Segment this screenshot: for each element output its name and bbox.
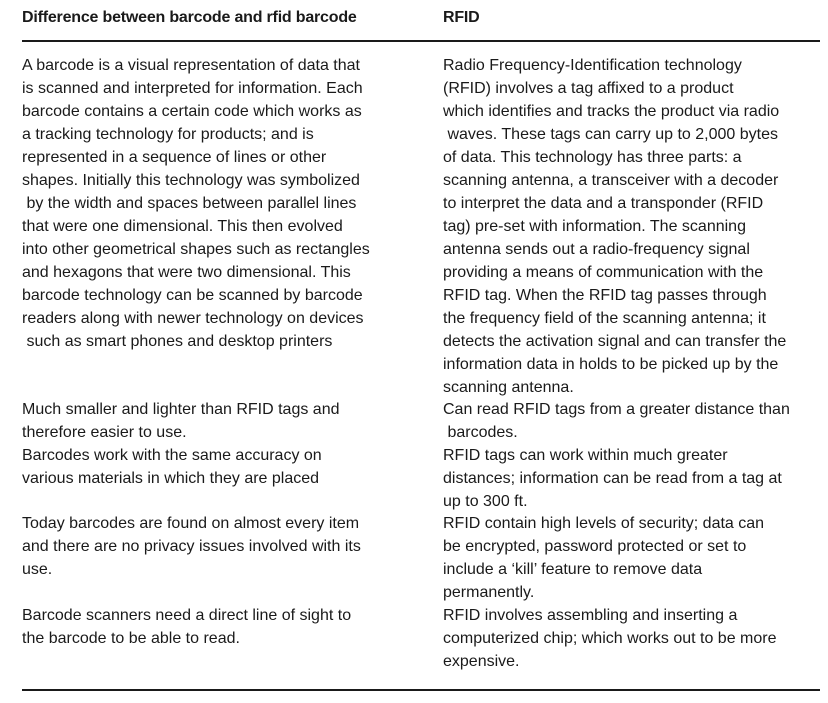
table-cell-rfid: RFID tags can work within much greater distances; information can be read from a tag at up to 300 ft. <box>443 447 782 510</box>
table-cell-barcode: Much smaller and lighter than RFID tags and therefore easier to use. <box>22 401 340 441</box>
footer-rule <box>22 689 820 691</box>
table-cell-barcode: Barcode scanners need a direct line of sight to the barcode to be able to read. <box>22 607 352 647</box>
table-cell-rfid: RFID involves assembling and inserting a computerized chip; which works out to be more expensive. <box>443 607 777 670</box>
table-cell-rfid: Can read RFID tags from a greater distance than barcodes. <box>443 401 790 441</box>
column-header-barcode: Difference between barcode and rfid barcode <box>22 9 357 26</box>
header-rule <box>22 40 820 42</box>
column-header-rfid: RFID <box>443 9 480 26</box>
table-cell-barcode: A barcode is a visual representation of data that is scanned and interpreted for information. Each barcode contains a certain code which works as a tracking technology for products; and is represented in a sequence of lines or other shapes. Initially this technology was symbolized by the width and spaces between parallel lines that were one dimensional. This then evolved into other geometrical shapes such as rectangles and hexagons that were two dimensional. This barcode technology can be scanned by barcode readers along with newer technology on devices such as smart phones and desktop printers <box>22 57 370 350</box>
table-cell-barcode: Barcodes work with the same accuracy on various materials in which they are placed <box>22 447 322 487</box>
table-cell-barcode: Today barcodes are found on almost every item and there are no privacy issues involved with its use. <box>22 515 361 578</box>
table-cell-rfid: Radio Frequency-Identification technology (RFID) involves a tag affixed to a product which identifies and tracks the product via radio waves. These tags can carry up to 2,000 bytes of data. This technology has three parts: a scanning antenna, a transceiver with a decoder to interpret the data and a transponder (RFID tag) pre-set with information. The scanning antenna sends out a radio-frequency signal providing a means of communication with the RFID tag. When the RFID tag passes through the frequency field of the scanning antenna; it detects the activation signal and can transfer the information data in holds to be picked up by the scanning antenna. <box>443 57 787 396</box>
table-cell-rfid: RFID contain high levels of security; data can be encrypted, password protected or set to include a ‘kill’ feature to remove data permanently. <box>443 515 765 601</box>
